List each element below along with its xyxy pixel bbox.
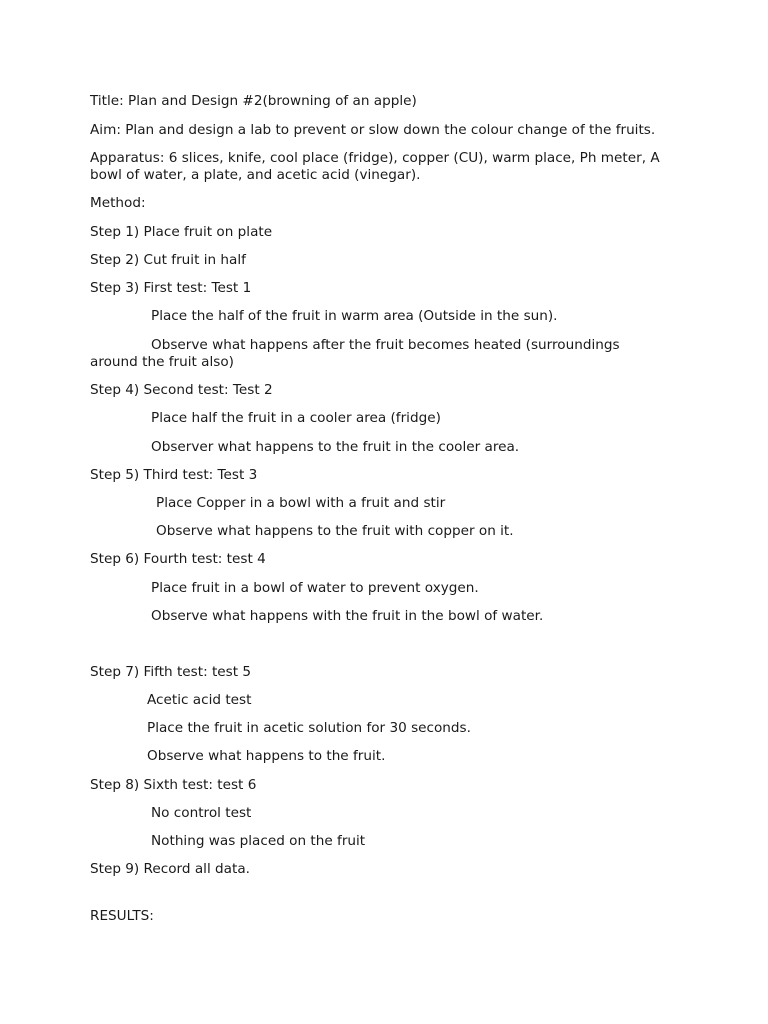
step-8-instruction-a: No control test xyxy=(151,805,252,821)
step-1: Step 1) Place fruit on plate xyxy=(90,224,273,240)
step-7-instruction-c: Observe what happens to the fruit. xyxy=(147,748,386,764)
document-title: Title: Plan and Design #2(browning of an apple) xyxy=(90,93,417,109)
step-3: Step 3) First test: Test 1 xyxy=(90,280,252,296)
step-4-instruction-b: Observer what happens to the fruit in the cooler area. xyxy=(151,439,520,455)
step-5-instruction-a: Place Copper in a bowl with a fruit and stir xyxy=(156,495,446,511)
step-6-instruction-b: Observe what happens with the fruit in the bowl of water. xyxy=(151,608,544,624)
step-7-instruction-a: Acetic acid test xyxy=(147,692,252,708)
step-3-instruction-b-line-1: Observe what happens after the fruit becomes heated (surroundings xyxy=(151,337,620,353)
step-3-instruction-b-line-2: around the fruit also) xyxy=(90,354,234,370)
step-8-instruction-b: Nothing was placed on the fruit xyxy=(151,833,366,849)
step-4-instruction-a: Place half the fruit in a cooler area (fridge) xyxy=(151,410,441,426)
results-heading: RESULTS: xyxy=(90,908,154,924)
step-6: Step 6) Fourth test: test 4 xyxy=(90,551,266,567)
step-2: Step 2) Cut fruit in half xyxy=(90,252,246,268)
step-4: Step 4) Second test: Test 2 xyxy=(90,382,273,398)
step-9: Step 9) Record all data. xyxy=(90,861,250,877)
method-heading: Method: xyxy=(90,195,146,211)
step-5-instruction-b: Observe what happens to the fruit with copper on it. xyxy=(156,523,514,539)
step-7-instruction-b: Place the fruit in acetic solution for 30 seconds. xyxy=(147,720,471,736)
apparatus-text-line-2: bowl of water, a plate, and acetic acid (vinegar). xyxy=(90,167,421,183)
apparatus-text-line-1: Apparatus: 6 slices, knife, cool place (fridge), copper (CU), warm place, Ph meter, A xyxy=(90,150,660,166)
step-8: Step 8) Sixth test: test 6 xyxy=(90,777,257,793)
step-6-instruction-a: Place fruit in a bowl of water to prevent oxygen. xyxy=(151,580,479,596)
step-7: Step 7) Fifth test: test 5 xyxy=(90,664,252,680)
step-5: Step 5) Third test: Test 3 xyxy=(90,467,258,483)
aim-text: Aim: Plan and design a lab to prevent or slow down the colour change of the fruits. xyxy=(90,122,656,138)
step-3-instruction-a: Place the half of the fruit in warm area (Outside in the sun). xyxy=(151,308,558,324)
